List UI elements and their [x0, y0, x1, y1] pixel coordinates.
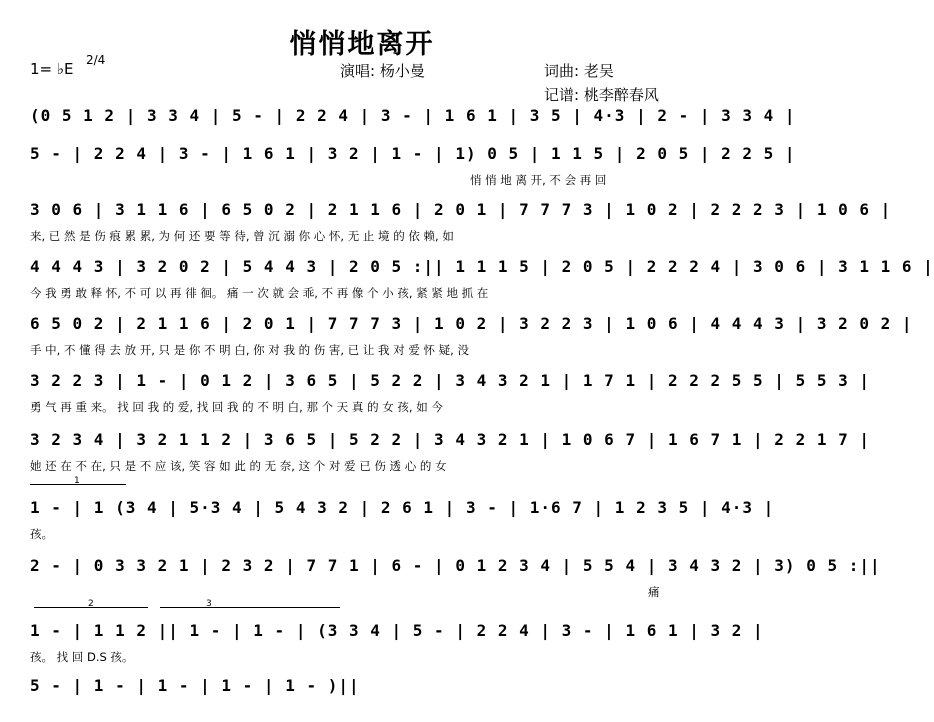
staff-notes: 5 - | 2 2 4 | 3 - | 1 6 1 | 3 2 | 1 - | 1) 0 5 | 1 1 5 | 2 0 5 | 2 2 5 |: [30, 144, 796, 163]
time-signature: [86, 53, 106, 67]
key-signature: 1= ♭E: [30, 60, 74, 78]
staff-lyrics: 悄 悄 地 离 开, 不 会 再 回: [470, 173, 607, 187]
staff-lyrics: 来, 已 然 是 伤 痕 累 累, 为 何 还 要 等 待, 曾 沉 溺 你 心 怀, 无 止 境 的 依 赖, 如: [30, 229, 454, 243]
staff-lyrics: 勇 气 再 重 来。 找 回 我 的 爱, 找 回 我 的 不 明 白, 那 个 天 真 的 女 孩, 如 今: [30, 400, 443, 414]
staff-lyrics: 今 我 勇 敢 释 怀, 不 可 以 再 徘 徊。 痛 一 次 就 会 乖, 不 再 像 个 小 孩, 紧 紧 地 抓 在: [30, 286, 489, 300]
staff-notes: 3 2 3 4 | 3 2 1 1 2 | 3 6 5 | 5 2 2 | 3 4 3 2 1 | 1 0 6 7 | 1 6 7 1 | 2 2 1 7 |: [30, 430, 870, 449]
staff-notes: 3 0 6 | 3 1 1 6 | 6 5 0 2 | 2 1 1 6 | 2 0 1 | 7 7 7 3 | 1 0 2 | 2 2 2 3 | 1 0 6 |: [30, 200, 892, 219]
staff-lyrics: [30, 704, 690, 722]
staff-lyrics: 手 中, 不 懂 得 去 放 开, 只 是 你 不 明 白, 你 对 我 的 伤 害, 已 让 我 对 爱 怀 疑, 没: [30, 343, 469, 357]
staff-notes: 6 5 0 2 | 2 1 1 6 | 2 0 1 | 7 7 7 3 | 1 0 2 | 3 2 2 3 | 1 0 6 | 4 4 4 3 | 3 2 0 2 |: [30, 314, 913, 333]
staff-lyrics: 孩。: [30, 527, 53, 541]
volta-number: 3: [206, 599, 212, 609]
page-title: 悄悄地离开: [289, 29, 435, 60]
staff-lyrics: 痛: [648, 585, 660, 599]
singer-credit: 演唱: 杨小曼: [340, 62, 425, 80]
staff-notes: 1 - | 1 (3 4 | 5·3 4 | 5 4 3 2 | 2 6 1 | 3 - | 1·6 7 | 1 2 3 5 | 4·3 |: [30, 498, 775, 517]
staff-notes: 2 - | 0 3 3 2 1 | 2 3 2 | 7 7 1 | 6 - | 0 1 2 3 4 | 5 5 4 | 3 4 3 2 | 3) 0 5 :||: [30, 556, 881, 575]
lyricist-composer-credit: 词曲: 老吴: [544, 62, 614, 80]
volta-bracket: [30, 476, 126, 493]
staff-notes: 3 2 2 3 | 1 - | 0 1 2 | 3 6 5 | 5 2 2 | 3 4 3 2 1 | 1 7 1 | 2 2 2 5 5 | 5 5 3 |: [30, 371, 870, 390]
staff-notes: 5 - | 1 - | 1 - | 1 - | 1 - )||: [30, 676, 360, 695]
staff-lyrics: 她 还 在 不 在, 只 是 不 应 该, 笑 容 如 此 的 无 奈, 这 个 对 爱 已 伤 透 心 的 女: [30, 459, 447, 473]
volta-number: 1: [74, 476, 80, 486]
transcriber-credit: 记谱: 桃李醉春风: [544, 86, 659, 104]
staff-notes: 1 - | 1 1 2 || 1 - | 1 - | (3 3 4 | 5 - | 2 2 4 | 3 - | 1 6 1 | 3 2 |: [30, 621, 764, 640]
staff-notes: 4 4 4 3 | 3 2 0 2 | 5 4 4 3 | 2 0 5 :|| 1 1 1 5 | 2 0 5 | 2 2 2 4 | 3 0 6 | 3 1 1 6 |: [30, 257, 934, 276]
staff-lyrics: 孩。 找 回 D.S 孩。: [30, 650, 134, 664]
staff-notes: (0 5 1 2 | 3 3 4 | 5 - | 2 2 4 | 3 - | 1 6 1 | 3 5 | 4·3 | 2 - | 3 3 4 |: [30, 106, 796, 125]
time-signature-text: 2/4: [86, 53, 106, 67]
volta-bracket: [160, 599, 340, 616]
volta-number: 2: [88, 599, 94, 609]
volta-bracket: [34, 599, 148, 616]
